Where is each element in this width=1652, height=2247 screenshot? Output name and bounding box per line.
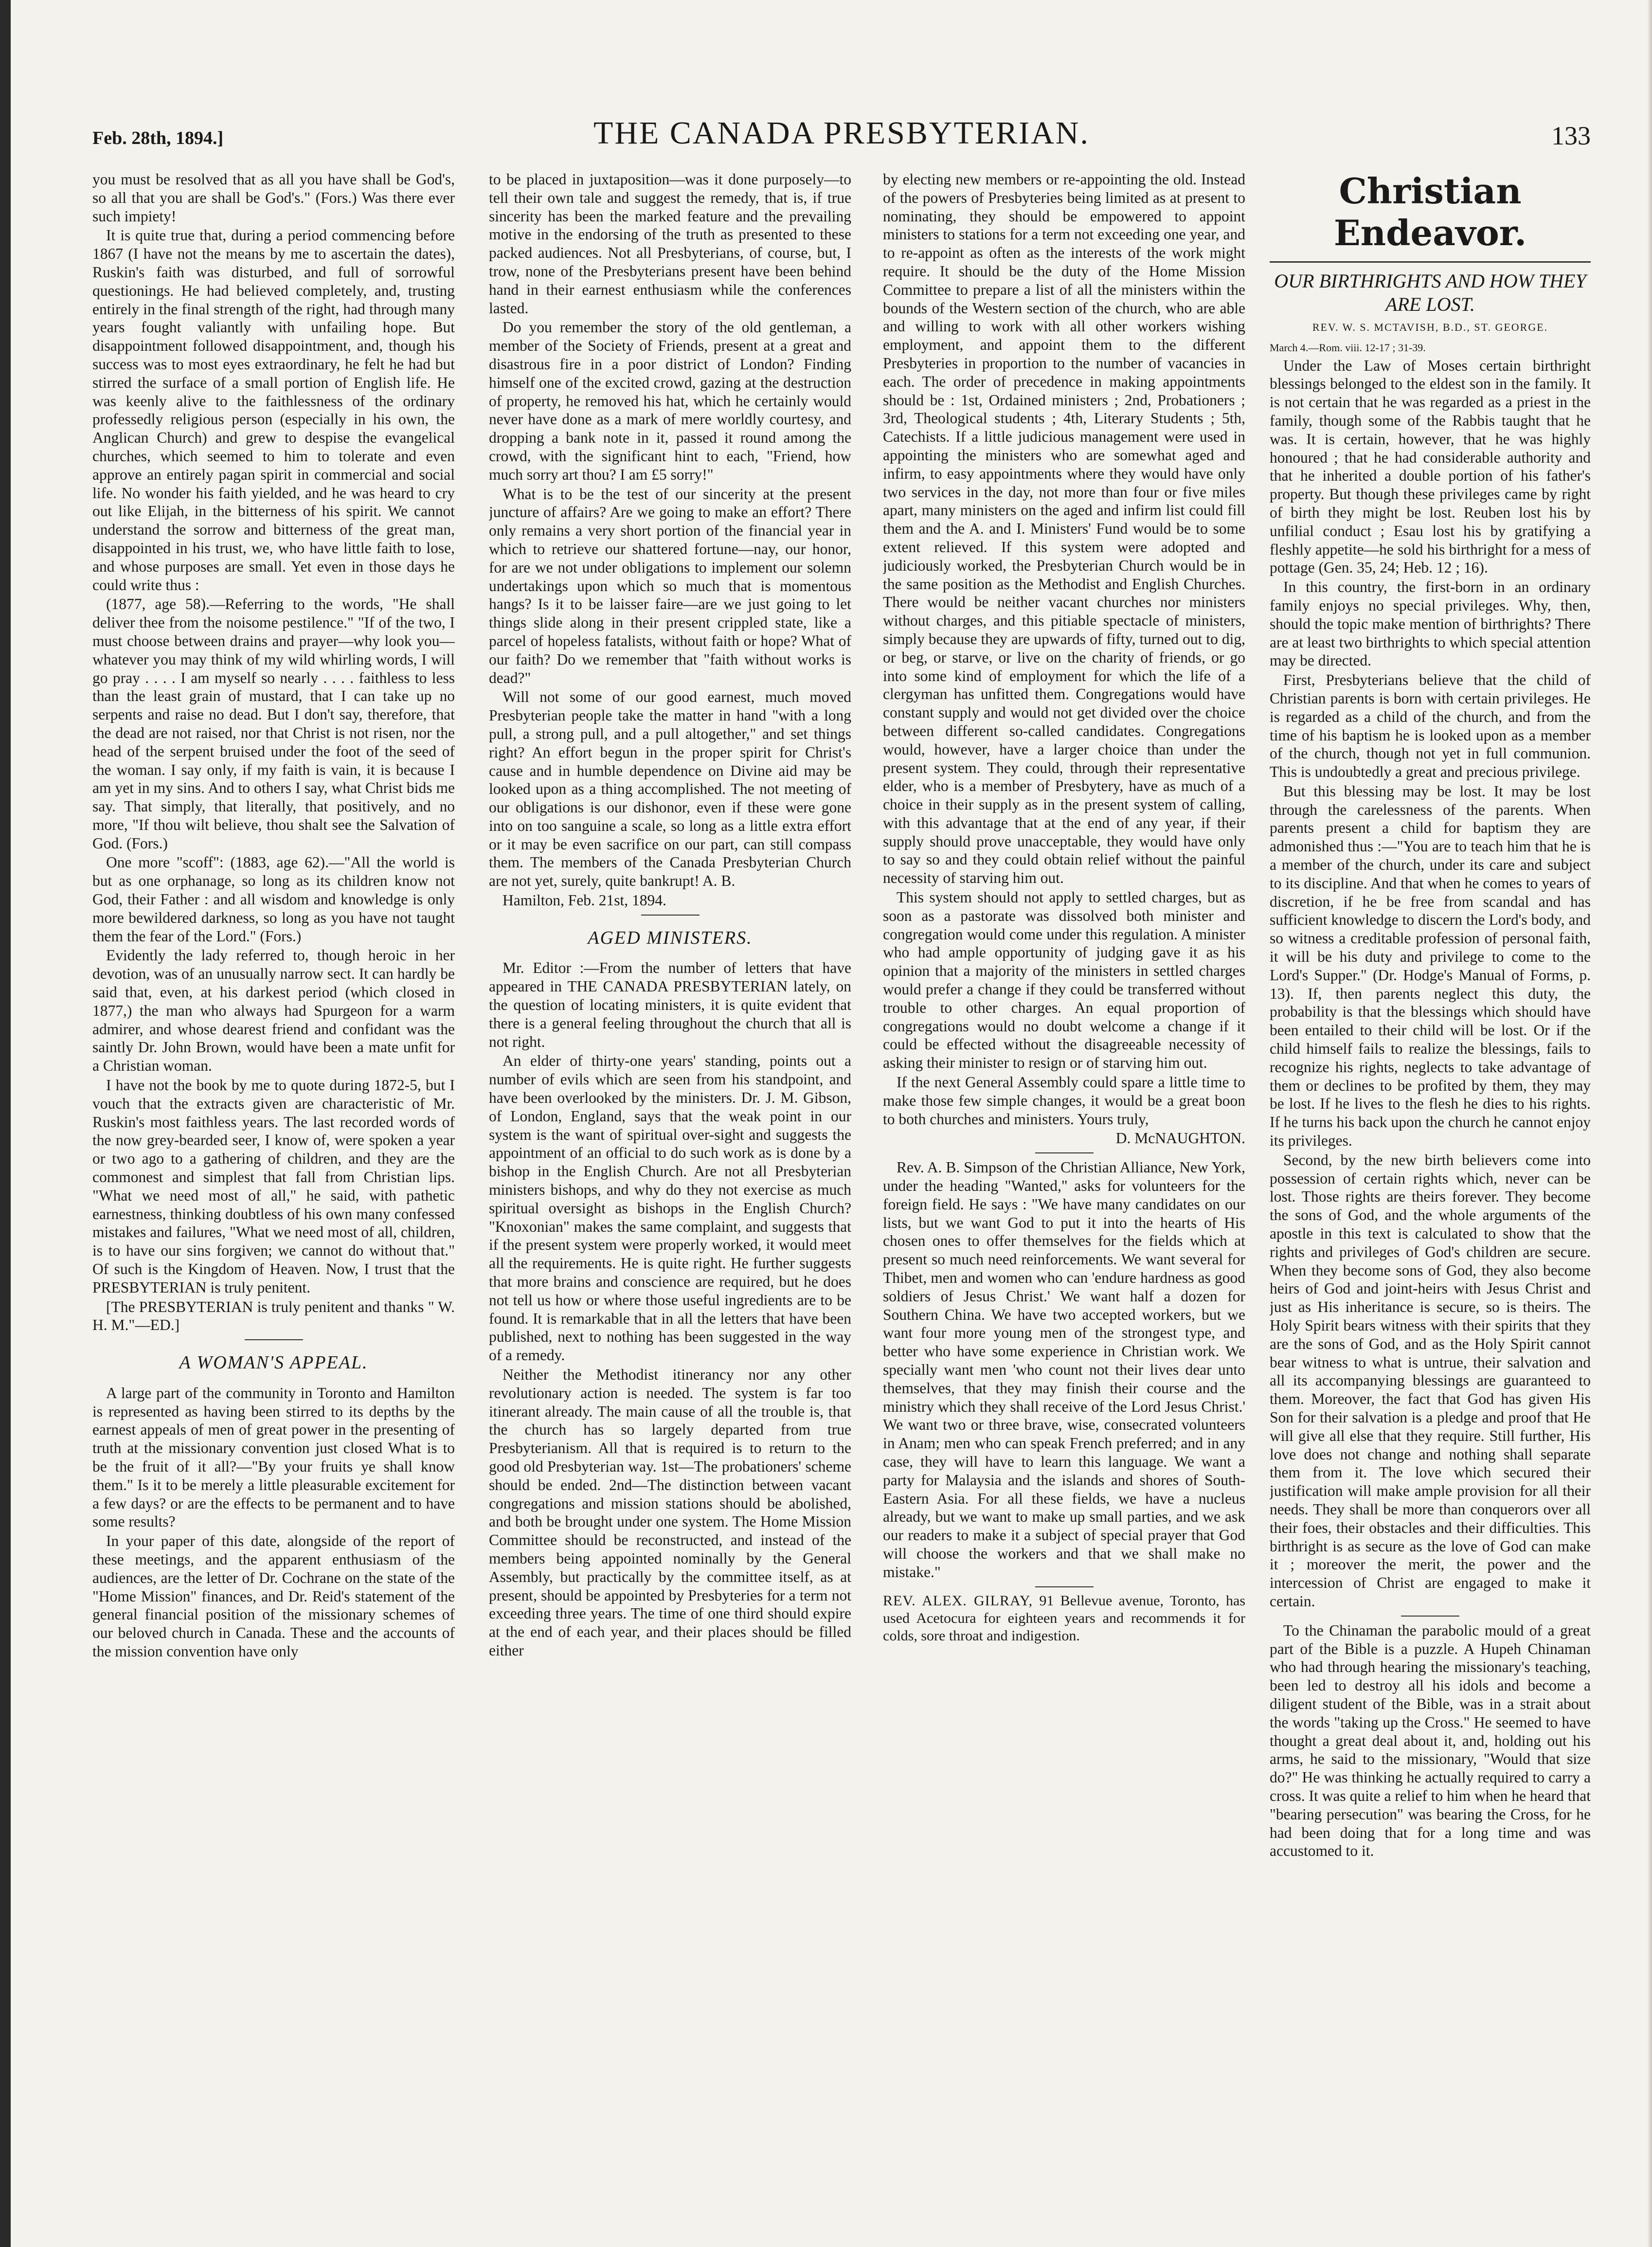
article-title-aged-ministers: AGED MINISTERS. — [588, 927, 753, 948]
paragraph: What is to be the test of our sincerity at the present juncture of affairs? Are we going to make an effort? There only remains a very short portion of the financial year in which to retrieve our shattered fortune—nay, our honor, for are we not under obligations to implement our solemn undertakings upon which so much that is momentous hangs? Is it to be laisser faire—are we just going to let things slide along in their present crippled state, like a parcel of hopeless fatalists, without faith or hope? What of our faith? Do we remember that "faith without works is dead?" — [489, 485, 851, 686]
article-title-womans-appeal: A WOMAN'S APPEAL. — [179, 1352, 368, 1373]
paragraph: If the next General Assembly could spare a little time to make those few simple changes, it would be a great boon to both churches and ministers. Yours truly, — [883, 1074, 1245, 1128]
divider — [1035, 1152, 1094, 1153]
section-heading-christian-endeavor: Christian Endeavor. — [1333, 170, 1527, 254]
paragraph: you must be resolved that as all you have shall be God's, so all that you are shall be God's." (Fors.) Was there ever such impiety! — [92, 171, 455, 225]
paragraph: First, Presbyterians believe that the child of Christian parents is born with certain privileges. He is regarded as a child of the church, and from the time of his baptism he is looked upon as a member of the church, though not yet in full communion. This is undoubtedly a great and precious privilege. — [1270, 671, 1591, 781]
paragraph: One more "scoff": (1883, age 62).—"All the world is but as one orphanage, so long as its children know not God, their Father : and all wisdom and knowledge is only more bewildered darkness, so long as you have not taught them the fear of the Lord." (Fors.) — [92, 854, 455, 945]
paragraph: This system should not apply to settled charges, but as soon as a pastorate was dissolved both minister and congregation would come under this regulation. A minister who had ample opportunity of judging gave it as his opinion that a majority of the ministers in settled charges would prefer a change if they could be transferred without trouble to other charges. An equal proportion of congregations would no doubt welcome a change if it could be effected without the disagreeable necessity of asking their minister to resign or of starving him out. — [883, 889, 1245, 1072]
issue-date: Feb. 28th, 1894.] — [92, 128, 224, 148]
divider — [1270, 261, 1591, 263]
paragraph: I have not the book by me to quote during 1872-5, but I vouch that the extracts given are characteristic of Mr. Ruskin's most faithless years. The last recorded words of the now grey-bearded seer, I know of, were spoken a year or two ago to a gathering of children, and they are the commonest and simplest that fall from Christian lips. "What we need most of all," he said, with pathetic earnestness, thinking doubtless of his own many confessed mistakes and failures, "What we need most of all, children, is to have our sins forgiven; we cannot do without that." Of such is the Kingdom of Heaven. Now, I trust that the PRESBYTERIAN is truly penitent. — [92, 1077, 455, 1296]
page-header — [92, 115, 1591, 159]
paragraph: An elder of thirty-one years' standing, points out a number of evils which are seen from his standpoint, and have been overlooked by the ministers. Dr. J. M. Gibson, of London, England, says that the weak point in our system is the want of spiritual over-sight and suggests the appointment of an official to do such work as is done by a bishop in the English Church. Are not all Presbyterian ministers bishops, and why do they not exercise as much spiritual oversight as bishops in the English Church? "Knoxonian" makes the same complaint, and suggests that if the present system were properly worked, it would meet all the requirements. He is quite right. He further suggests that more brains and conscience are required, but he does not tell us how or where those useful ingredients are to be found. It is remarkable that in all the letters that have been published, next to nothing has been suggested in the way of a remedy. — [489, 1052, 851, 1364]
divider — [1035, 1586, 1094, 1587]
advertisement — [883, 1592, 1245, 1645]
column-3 — [883, 170, 1245, 2223]
article-title-birthrights: OUR BIRTHRIGHTS AND HOW THEY ARE LOST. — [1274, 270, 1586, 315]
paragraph: Rev. A. B. Simpson of the Christian Alliance, New York, under the heading "Wanted," asks for volunteers for the foreign field. He says : "We have many candidates on our lists, but we want God to put it into the hearts of His chosen ones to offer themselves for the fields which at present so much need reinforcements. We want several for Thibet, men and women who can 'endure hardness as good soldiers of Jesus Christ.' We want half a dozen for Southern China. We have two accepted workers, but we want four more young men of the strongest type, and better who have some experience in Christian work. We specially want men 'who count not their lives dear unto themselves, that they may finish their course and the ministry which they shall receive of the Lord Jesus Christ.' We want two or three brave, wise, consecrated volunteers in Anam; men who can speak French preferred; and in any case, they will have to learn this language. We want a party for Malaysia and the islands and shores of South-Eastern Asia. For all these fields, we have a nucleus already, but we want to make up small parties, and we ask our readers to make it a subject of special prayer that God will choose the workers and that we shall make no mistake." — [883, 1159, 1245, 1581]
scripture-reference: March 4.—Rom. viii. 12-17 ; 31-39. — [1270, 342, 1426, 354]
paragraph: In this country, the first-born in an ordinary family enjoys no special privileges. Why, then, should the topic make mention of birthrights? There are at least two birthrights to which special attention may be directed. — [1270, 578, 1591, 669]
paragraph: Evidently the lady referred to, though heroic in her devotion, was of an unusually narrow sect. It can hardly be said that, even, at his darkest period (which closed in 1877,) the man who always had Spurgeon for a warm admirer, and whose dearest friend and confidant was the saintly Dr. John Brown, would have been a mate unfit for a Christian woman. — [92, 947, 455, 1075]
paragraph: (1877, age 58).—Referring to the words, "He shall deliver thee from the noisome pestilence." "If of the two, I must choose between drains and prayer—why look you—whatever you may think of my wild whirling words, I will go pray . . . . I am myself so nearly . . . . faithless to less than the least grain of mustard, that I can take up no serpents and raise no dead. But I don't say, therefore, that the dead are not raised, nor that Christ is not risen, nor the head of the serpent bruised under the foot of the seed of the woman. I say only, if my faith is vain, it is because I am yet in my sins. And to others I say, what Christ bids me say. That simply, that literally, that positively, and no more, "If thou wilt believe, thou shalt see the Salvation of God. (Fors.) — [92, 595, 455, 852]
advertisement-name: REV. ALEX. GILRAY, — [883, 1592, 1033, 1609]
paragraph: A large part of the community in Toronto and Hamilton is represented as having been stirred to its depths by the earnest appeals of men of great power in the presenting of truth at the missionary convention just closed What is to be the fruit of it all?—"By your fruits ye shall know them." Is it to be merely a little pleasurable excitement for a few days? or are the effects to be permanent and to have some results? — [92, 1384, 455, 1530]
paragraph: It is quite true that, during a period commencing before 1867 (I have not the means by me to ascertain the dates), Ruskin's faith was disturbed, and full of sorrowful questionings. He had believed completely, and, trusting entirely in the final strength of the right, had through many years fought valiantly with unfailing hope. But disappointment followed disappointment, and, though his success was to most eyes extraordinary, he felt he had but stirred the surface of a small portion of English life. He was keenly alive to the faithlessness of the ordinary professedly religious person (especially in his own, the Anglican Church) and grew to despise the evangelical churches, which seemed to him to tolerate and even approve an entirely pagan spirit in commercial and social life. No wonder his faith yielded, and he was heard to cry out like Elijah, in the bitterness of his spirit. We cannot understand the sorrow and bitterness of the great man, disappointed in his trust, we, who have little faith to lose, and whose purposes are small. Yet even in those days he could write thus : — [92, 227, 455, 593]
paragraph: Do you remember the story of the old gentleman, a member of the Society of Friends, present at a great and disastrous fire in a poor district of London? Finding himself one of the excited crowd, gazing at the destruction of property, he removed his hat, which he certainly would never have done as a mark of mere worldly courtesy, and dropping a bank note in it, passed it round among the crowd, with the significant hint to each, "Friend, how much sorry art thou? I am £5 sorry!" — [489, 319, 851, 483]
signature: D. McNAUGHTON. — [1115, 1130, 1245, 1147]
paragraph: Neither the Methodist itinerancy nor any other revolutionary action is needed. The system is far too itinerant already. The main cause of all the trouble is, that the church has so largely departed from true Presbyterianism. All that is required is to return to the good old Presbyterian way. 1st—The probationers' scheme should be ended. 2nd—The distinction between vacant congregations and mission stations should be abolished, and both be brought under one system. The Home Mission Committee should be reconstructed, and instead of the members being appointed nominally by the General Assembly, but practically by the committee itself, as at present, should be appointed by Presbyteries for a term not exceeding three years. The time of one third should expire at the end of each year, and their places should be filled either — [489, 1366, 851, 1659]
page-edge — [1647, 0, 1652, 2247]
dateline: Hamilton, Feb. 21st, 1894. — [503, 892, 666, 909]
paragraph: [The PRESBYTERIAN is truly penitent and thanks " W. H. M."—ED.] — [92, 1298, 455, 1334]
newspaper-title: THE CANADA PRESBYTERIAN. — [593, 115, 1090, 151]
binding-edge — [0, 0, 11, 2247]
divider — [641, 915, 700, 916]
page-number: 133 — [1551, 121, 1591, 150]
paragraph: Will not some of our good earnest, much moved Presbyterian people take the matter in hand "with a long pull, a strong pull, and a pull altogether," and set things right? An effort begun in the proper spirit for Christ's cause and in humble dependence on Divine aid may be looked upon as a thing accomplished. The not meeting of our obligations is our dishonor, even if these were gone into on too sanguine a scale, so long as a little extra effort or it may be even sacrifice on our part, can still compass them. The members of the Canada Presbyterian Church are not yet, surely, quite bankrupt! A. B. — [489, 688, 851, 890]
column-2 — [489, 170, 851, 2223]
paragraph: To the Chinaman the parabolic mould of a great part of the Bible is a puzzle. A Hupeh Chinaman who had through hearing the missionary's teaching, been led to destroy all his idols and become a diligent student of the Bible, was in a strait about the words "taking up the Cross." He seemed to have thought a great deal about it, and, holding out his arms, he said to the missionary, "Would that size do?" He was thinking he actually required to carry a cross. It was quite a relief to him when he heard that "bearing persecution" was bearing the Cross, for he had been doing that for a long time and was accustomed to it. — [1270, 1621, 1591, 1860]
paragraph: But this blessing may be lost. It may be lost through the carelessness of the parents. When parents present a child for baptism they are admonished thus :—"You are to teach him that he is a member of the church, under its care and subject to its discipline. And that when he comes to years of discretion, if he be free from scandal and has sufficient knowledge to discern the Lord's body, and so witness a creditable profession of personal faith, it will be his duty and privilege to come to the Lord's Supper." (Dr. Hodge's Manual of Forms, p. 13). If, then parents neglect this duty, the probability is that the blessings which should have been entailed to their child will be lost. Or if the child himself fails to realize the blessings, fails to recognize his rights, neglects to take advantage of them or declines to be profited by them, they may be lost. If he lives to the flesh he dies to his rights. If he turns his back upon the church he cannot enjoy its privileges. — [1270, 782, 1591, 1150]
paragraph: Mr. Editor :—From the number of letters that have appeared in THE CANADA PRESBYTERIAN lately, on the question of locating ministers, it is quite evident that there is a general feeling throughout the church that all is not right. — [489, 959, 851, 1050]
divider — [245, 1339, 303, 1340]
paragraph: In your paper of this date, alongside of the report of these meetings, and the apparent enthusiasm of the audiences, are the letter of Dr. Cochrane on the state of the "Home Mission" finances, and Dr. Reid's statement of the general financial position of the missionary schemes of our beloved church in Canada. These and the accounts of the mission convention have only — [92, 1532, 455, 1660]
column-4 — [1270, 170, 1591, 2223]
paragraph: to be placed in juxtaposition—was it done purposely—to tell their own tale and suggest the remedy, that is, if true sincerity has been the marked feature and the prevailing motive in the endorsing of the truth as presented to these packed audiences. Not all Presbyterians, of course, but, I trow, none of the Presbyterians present have been behind hand in their earnest enthusiasm while the conferences lasted. — [489, 171, 851, 317]
paragraph: by electing new members or re-appointing the old. Instead of the powers of Presbyteries being limited as at present to nominating, they should be empowered to appoint ministers to stations for a term not exceeding one year, and to re-appoint as often as the interests of the work might require. It should be the duty of the Home Mission Committee to prepare a list of all the ministers within the bounds of the Western section of the church, who are able and willing to work with all other workers wishing employment, and appoint them to the different Presbyteries in proportion to the number of vacancies in each. The order of precedence in making appointments should be : 1st, Ordained ministers ; 2nd, Probationers ; 3rd, Theological students ; 4th, Literary Students ; 5th, Catechists. If a little judicious management were used in appointing the ministers who are somewhat aged and infirm, to easy appointments where they would have only two services in the day, not more than four or five miles apart, many ministers on the aged and infirm list could fill them and the A. and I. Ministers' Fund would be to some extent relieved. If this system were adopted and judiciously worked, the Presbyterian Church would be in the same position as the Methodist and English Churches. There would be neither vacant churches nor ministers without charges, and this pitiable spectacle of ministers, simply because they are upwards of fifty, turned out to dig, or beg, or starve, or live on the charity of friends, or go into some kind of employment for which the life of a clergyman has unfitted them. Congregations would have constant supply and would not get divided over the choice between different so-called candidates. Congregations would, however, have a larger choice than under the present system. They could, through their representative elder, who is a member of Presbytery, have as much of a choice in their supply as in the present system of calling, with this advantage that at the end of any year, if their supply should prove unacceptable, they would have only to say so and they could obtain relief without the painful necessity of starving him out. — [883, 171, 1245, 887]
column-1 — [92, 170, 455, 2223]
advertisement-text: 91 Bellevue avenue, Toronto, has used Acetocura for eighteen years and recommends it for colds, sore throat and indigestion. — [883, 1592, 1245, 1644]
paragraph: Under the Law of Moses certain birthright blessings belonged to the eldest son in the family. It is not certain that he was regarded as a priest in the family, though some of the Rabbis taught that he was. It is certain, however, that he was highly honoured ; that he had considerable authority and that he inherited a double portion of his father's property. But though these privileges came by right of birth they might be lost. Reuben lost his by unfilial conduct ; Esau lost his by gratifying a fleshly appetite—he sold his birthright for a mess of pottage (Gen. 35, 24; Heb. 12 ; 16). — [1270, 357, 1591, 576]
divider — [1401, 1616, 1459, 1617]
author-byline: REV. W. S. MCTAVISH, B.D., ST. GEORGE. — [1312, 321, 1548, 333]
paragraph: Second, by the new birth believers come into possession of certain rights which, never can be lost. Those rights are theirs forever. They become the sons of God, and the whole arguments of the apostle in this text is calculated to show that the rights and privileges of God's children are secure. When they become sons of God, they also become heirs of God and joint-heirs with Jesus Christ and just as His inheritance is secure, so is theirs. The Holy Spirit bears witness with their spirits that they are the sons of God, and as the Holy Spirit cannot bear witness to what is untrue, their salvation and all its accompanying blessings are guaranteed to them. Moreover, the fact that God has given His Son for their salvation is a pledge and proof that He will give all else that they require. Still further, His love does not change and nothing shall separate them from it. The love which secured their justification will make ample provision for all their needs. They shall be more than conquerors over all their foes, their obstacles and their difficulties. This birthright is as secure as the love of God can make it ; moreover the merit, the power and the intercession of Christ are engaged to make it certain. — [1270, 1151, 1591, 1610]
